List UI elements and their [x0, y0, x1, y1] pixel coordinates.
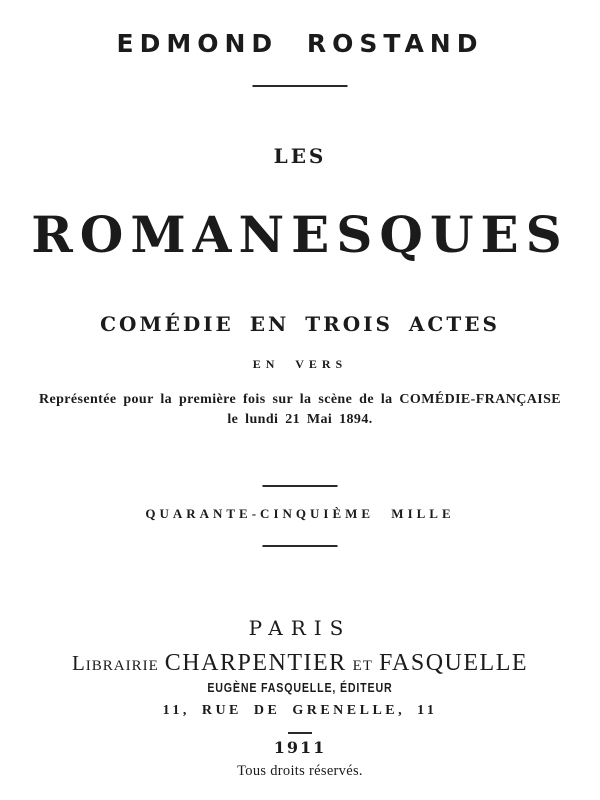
rights-notice: Tous droits réservés. — [237, 763, 363, 779]
divider-rule-lower — [263, 545, 338, 547]
edition-note: QUARANTE-CINQUIÈME MILLE — [145, 506, 455, 521]
subtitle: COMÉDIE EN TROIS ACTES — [100, 312, 500, 336]
publisher-name-et: et — [352, 651, 373, 675]
divider-dash — [288, 732, 312, 734]
publisher-name-fasquelle: FASQUELLE — [378, 650, 529, 676]
performance-note-line2: le lundi 21 Mai 1894. — [227, 412, 373, 427]
publisher-name-prefix: Librairie — [71, 651, 159, 675]
title-prefix: LES — [273, 144, 327, 168]
book-title: ROMANESQUES — [31, 205, 569, 264]
verse-note: EN VERS — [252, 357, 348, 371]
publisher-city: PARIS — [248, 616, 352, 640]
divider-rule-top — [253, 85, 348, 87]
publisher-editor: EUGÈNE FASQUELLE, ÉDITEUR — [207, 680, 393, 695]
publisher-name — [0, 650, 600, 677]
publisher-editor-line — [0, 679, 600, 697]
publication-year: 1911 — [273, 738, 327, 757]
performance-note-line1: Représentée pour la première fois sur la scène de la COMÉDIE-FRANÇAISE — [38, 392, 562, 407]
divider-rule-upper — [263, 485, 338, 487]
author-name: EDMOND ROSTAND — [116, 29, 484, 58]
publisher-name-charpentier: CHARPENTIER — [164, 650, 347, 676]
publisher-address: 11, RUE DE GRENELLE, 11 — [162, 703, 438, 718]
